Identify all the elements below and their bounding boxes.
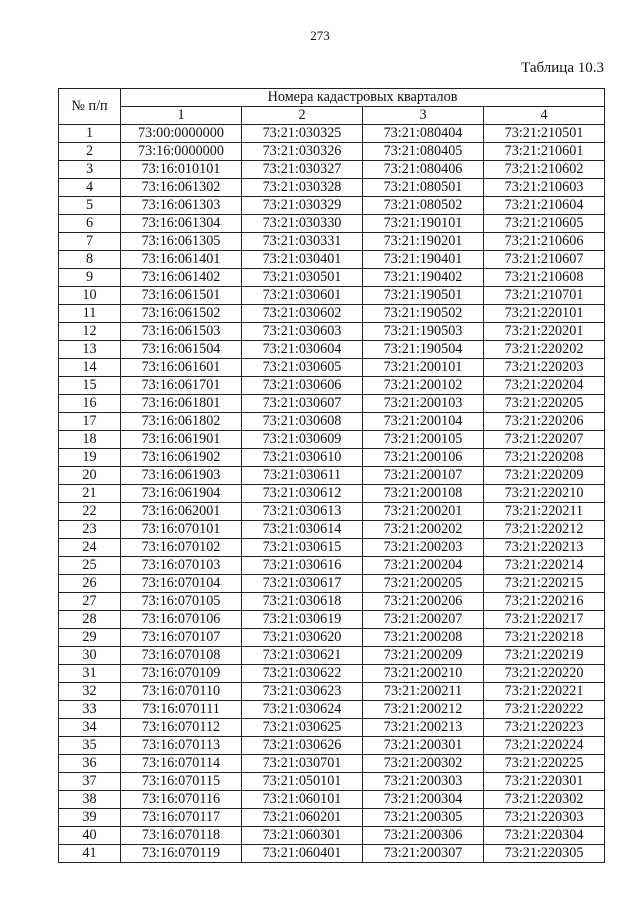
cadastral-number-cell: 73:21:220224: [484, 737, 605, 755]
cadastral-number-cell: 73:21:210608: [484, 269, 605, 287]
cadastral-number-cell: 73:21:030621: [242, 647, 363, 665]
cadastral-number-cell: 73:21:220214: [484, 557, 605, 575]
table-row: [59, 611, 605, 629]
cadastral-number-cell: 73:21:200204: [363, 557, 484, 575]
cadastral-number-cell: 73:16:010101: [121, 161, 242, 179]
cadastral-number-cell: 73:21:220213: [484, 539, 605, 557]
column-number-header: 2: [242, 107, 363, 125]
cadastral-number-cell: 73:16:061303: [121, 197, 242, 215]
row-number-cell: 15: [59, 377, 121, 395]
cadastral-number-cell: 73:21:030603: [242, 323, 363, 341]
cadastral-number-cell: 73:16:070112: [121, 719, 242, 737]
cadastral-number-cell: 73:21:190503: [363, 323, 484, 341]
cadastral-number-cell: 73:21:190502: [363, 305, 484, 323]
cadastral-number-cell: 73:21:200103: [363, 395, 484, 413]
cadastral-number-cell: 73:21:030604: [242, 341, 363, 359]
table-row: [59, 629, 605, 647]
row-number-cell: 32: [59, 683, 121, 701]
cadastral-number-cell: 73:21:030619: [242, 611, 363, 629]
row-number-cell: 39: [59, 809, 121, 827]
cadastral-number-cell: 73:16:061402: [121, 269, 242, 287]
cadastral-number-cell: 73:21:210606: [484, 233, 605, 251]
table-row: [59, 179, 605, 197]
cadastral-number-cell: 73:21:220302: [484, 791, 605, 809]
row-number-cell: 9: [59, 269, 121, 287]
header-row-top: [59, 89, 605, 107]
table-row: [59, 575, 605, 593]
cadastral-number-cell: 73:21:220211: [484, 503, 605, 521]
table-row: [59, 377, 605, 395]
cadastral-quarters-table: [58, 88, 605, 863]
table-row: [59, 359, 605, 377]
table-row: [59, 539, 605, 557]
cadastral-number-cell: 73:21:220203: [484, 359, 605, 377]
header-row-column-numbers: [59, 107, 605, 125]
cadastral-number-cell: 73:21:220223: [484, 719, 605, 737]
table-row: [59, 287, 605, 305]
table-row: [59, 449, 605, 467]
row-number-cell: 20: [59, 467, 121, 485]
row-number-cell: 41: [59, 845, 121, 863]
cadastral-number-cell: 73:21:190402: [363, 269, 484, 287]
row-number-cell: 27: [59, 593, 121, 611]
cadastral-number-cell: 73:21:200211: [363, 683, 484, 701]
cadastral-number-cell: 73:21:190504: [363, 341, 484, 359]
table-body: [59, 125, 605, 863]
row-number-cell: 37: [59, 773, 121, 791]
cadastral-number-cell: 73:21:200307: [363, 845, 484, 863]
cadastral-number-cell: 73:21:030618: [242, 593, 363, 611]
cadastral-number-cell: 73:21:060201: [242, 809, 363, 827]
cadastral-number-cell: 73:21:030607: [242, 395, 363, 413]
cadastral-number-cell: 73:21:200302: [363, 755, 484, 773]
cadastral-number-cell: 73:16:061501: [121, 287, 242, 305]
table-row: [59, 251, 605, 269]
row-number-cell: 31: [59, 665, 121, 683]
cadastral-number-cell: 73:16:070111: [121, 701, 242, 719]
row-number-header: № п/п: [59, 89, 121, 125]
table-row: [59, 215, 605, 233]
cadastral-number-cell: 73:16:061502: [121, 305, 242, 323]
cadastral-number-cell: 73:21:220215: [484, 575, 605, 593]
cadastral-number-cell: 73:21:220221: [484, 683, 605, 701]
table-caption: Таблица 10.3: [521, 60, 604, 76]
row-number-cell: 7: [59, 233, 121, 251]
cadastral-number-cell: 73:21:220225: [484, 755, 605, 773]
cadastral-number-cell: 73:21:200209: [363, 647, 484, 665]
cadastral-number-cell: 73:21:190201: [363, 233, 484, 251]
cadastral-number-cell: 73:16:061601: [121, 359, 242, 377]
cadastral-number-cell: 73:16:061801: [121, 395, 242, 413]
cadastral-number-cell: 73:21:030606: [242, 377, 363, 395]
cadastral-number-cell: 73:16:070106: [121, 611, 242, 629]
table-row: [59, 665, 605, 683]
cadastral-number-cell: 73:21:200203: [363, 539, 484, 557]
row-number-cell: 17: [59, 413, 121, 431]
cadastral-number-cell: 73:16:070107: [121, 629, 242, 647]
cadastral-number-cell: 73:21:200306: [363, 827, 484, 845]
row-number-cell: 33: [59, 701, 121, 719]
cadastral-number-cell: 73:16:070105: [121, 593, 242, 611]
table-row: [59, 233, 605, 251]
cadastral-number-cell: 73:16:061401: [121, 251, 242, 269]
cadastral-number-cell: 73:16:061302: [121, 179, 242, 197]
cadastral-number-cell: 73:16:061304: [121, 215, 242, 233]
cadastral-number-cell: 73:21:060101: [242, 791, 363, 809]
table-row: [59, 197, 605, 215]
cadastral-number-cell: 73:16:070116: [121, 791, 242, 809]
cadastral-number-cell: 73:16:070102: [121, 539, 242, 557]
cadastral-number-cell: 73:21:220304: [484, 827, 605, 845]
cadastral-number-cell: 73:21:200207: [363, 611, 484, 629]
row-number-cell: 24: [59, 539, 121, 557]
column-number-header: 3: [363, 107, 484, 125]
cadastral-number-cell: 73:21:220220: [484, 665, 605, 683]
table-row: [59, 395, 605, 413]
cadastral-number-cell: 73:21:200105: [363, 431, 484, 449]
cadastral-number-cell: 73:21:030331: [242, 233, 363, 251]
cadastral-number-cell: 73:21:190101: [363, 215, 484, 233]
cadastral-number-cell: 73:21:030620: [242, 629, 363, 647]
row-number-cell: 12: [59, 323, 121, 341]
row-number-cell: 1: [59, 125, 121, 143]
cadastral-number-cell: 73:16:061504: [121, 341, 242, 359]
cadastral-number-cell: 73:21:030501: [242, 269, 363, 287]
cadastral-number-cell: 73:21:200201: [363, 503, 484, 521]
cadastral-number-cell: 73:16:070119: [121, 845, 242, 863]
cadastral-number-cell: 73:21:210701: [484, 287, 605, 305]
table-row: [59, 503, 605, 521]
row-number-cell: 40: [59, 827, 121, 845]
cadastral-number-cell: 73:16:062001: [121, 503, 242, 521]
table-row: [59, 755, 605, 773]
cadastral-number-cell: 73:16:061904: [121, 485, 242, 503]
row-number-cell: 18: [59, 431, 121, 449]
cadastral-number-cell: 73:21:200202: [363, 521, 484, 539]
cadastral-number-cell: 73:21:200205: [363, 575, 484, 593]
cadastral-number-cell: 73:21:210605: [484, 215, 605, 233]
row-number-cell: 16: [59, 395, 121, 413]
table-row: [59, 269, 605, 287]
table-row: [59, 341, 605, 359]
cadastral-number-cell: 73:16:061902: [121, 449, 242, 467]
row-number-cell: 22: [59, 503, 121, 521]
cadastral-number-cell: 73:16:061305: [121, 233, 242, 251]
cadastral-number-cell: 73:21:030329: [242, 197, 363, 215]
cadastral-number-cell: 73:16:061701: [121, 377, 242, 395]
cadastral-number-cell: 73:16:061503: [121, 323, 242, 341]
table-row: [59, 809, 605, 827]
table-row: [59, 161, 605, 179]
table-row: [59, 647, 605, 665]
cadastral-number-cell: 73:21:190501: [363, 287, 484, 305]
cadastral-number-cell: 73:21:030701: [242, 755, 363, 773]
cadastral-number-cell: 73:21:200104: [363, 413, 484, 431]
cadastral-number-cell: 73:16:070117: [121, 809, 242, 827]
cadastral-number-cell: 73:21:210601: [484, 143, 605, 161]
cadastral-number-cell: 73:16:061901: [121, 431, 242, 449]
cadastral-number-cell: 73:21:030610: [242, 449, 363, 467]
row-number-cell: 3: [59, 161, 121, 179]
row-number-cell: 10: [59, 287, 121, 305]
cadastral-number-cell: 73:21:200206: [363, 593, 484, 611]
cadastral-number-cell: 73:16:070113: [121, 737, 242, 755]
cadastral-number-cell: 73:16:070103: [121, 557, 242, 575]
cadastral-number-cell: 73:21:190401: [363, 251, 484, 269]
row-number-cell: 36: [59, 755, 121, 773]
cadastral-number-cell: 73:21:210603: [484, 179, 605, 197]
cadastral-number-cell: 73:21:030625: [242, 719, 363, 737]
cadastral-number-cell: 73:21:030622: [242, 665, 363, 683]
cadastral-number-cell: 73:21:030326: [242, 143, 363, 161]
table-row: [59, 125, 605, 143]
table-row: [59, 593, 605, 611]
row-number-cell: 13: [59, 341, 121, 359]
cadastral-number-cell: 73:21:030327: [242, 161, 363, 179]
cadastral-number-cell: 73:21:200108: [363, 485, 484, 503]
table-row: [59, 719, 605, 737]
cadastral-number-cell: 73:21:050101: [242, 773, 363, 791]
row-number-cell: 25: [59, 557, 121, 575]
cadastral-number-cell: 73:21:030605: [242, 359, 363, 377]
cadastral-number-cell: 73:21:200208: [363, 629, 484, 647]
cadastral-number-cell: 73:21:030609: [242, 431, 363, 449]
cadastral-number-cell: 73:21:030614: [242, 521, 363, 539]
cadastral-number-cell: 73:21:200101: [363, 359, 484, 377]
cadastral-number-cell: 73:21:030325: [242, 125, 363, 143]
cadastral-number-cell: 73:21:030601: [242, 287, 363, 305]
cadastral-number-cell: 73:21:220204: [484, 377, 605, 395]
table-row: [59, 737, 605, 755]
cadastral-number-cell: 73:21:220208: [484, 449, 605, 467]
cadastral-number-cell: 73:21:220218: [484, 629, 605, 647]
cadastral-number-cell: 73:21:030624: [242, 701, 363, 719]
cadastral-number-cell: 73:16:070101: [121, 521, 242, 539]
cadastral-number-cell: 73:21:030602: [242, 305, 363, 323]
row-number-cell: 21: [59, 485, 121, 503]
cadastral-number-cell: 73:21:220212: [484, 521, 605, 539]
row-number-cell: 34: [59, 719, 121, 737]
table-row: [59, 323, 605, 341]
table-row: [59, 467, 605, 485]
cadastral-number-cell: 73:16:070118: [121, 827, 242, 845]
cadastral-number-cell: 73:16:070109: [121, 665, 242, 683]
cadastral-number-cell: 73:21:030615: [242, 539, 363, 557]
cadastral-number-cell: 73:21:220101: [484, 305, 605, 323]
table-row: [59, 701, 605, 719]
cadastral-number-cell: 73:21:220205: [484, 395, 605, 413]
cadastral-number-cell: 73:16:070104: [121, 575, 242, 593]
cadastral-number-cell: 73:21:220301: [484, 773, 605, 791]
cadastral-number-cell: 73:21:220219: [484, 647, 605, 665]
row-number-cell: 26: [59, 575, 121, 593]
table-row: [59, 485, 605, 503]
cadastral-number-cell: 73:21:030611: [242, 467, 363, 485]
cadastral-number-cell: 73:21:200102: [363, 377, 484, 395]
cadastral-number-cell: 73:16:070115: [121, 773, 242, 791]
cadastral-number-cell: 73:16:070110: [121, 683, 242, 701]
row-number-cell: 11: [59, 305, 121, 323]
cadastral-number-cell: 73:21:200301: [363, 737, 484, 755]
row-number-cell: 30: [59, 647, 121, 665]
cadastral-number-cell: 73:21:210607: [484, 251, 605, 269]
cadastral-number-cell: 73:21:220202: [484, 341, 605, 359]
cadastral-number-cell: 73:16:070108: [121, 647, 242, 665]
cadastral-number-cell: 73:21:220222: [484, 701, 605, 719]
row-number-cell: 2: [59, 143, 121, 161]
cadastral-number-cell: 73:16:061802: [121, 413, 242, 431]
cadastral-number-cell: 73:21:200212: [363, 701, 484, 719]
table-row: [59, 431, 605, 449]
cadastral-number-cell: 73:16:061903: [121, 467, 242, 485]
table-row: [59, 521, 605, 539]
row-number-cell: 29: [59, 629, 121, 647]
cadastral-number-cell: 73:21:220206: [484, 413, 605, 431]
cadastral-number-cell: 73:21:030328: [242, 179, 363, 197]
table-row: [59, 143, 605, 161]
cadastral-number-cell: 73:21:220201: [484, 323, 605, 341]
table-header: [59, 89, 605, 125]
row-number-cell: 14: [59, 359, 121, 377]
cadastral-number-cell: 73:21:200106: [363, 449, 484, 467]
cadastral-number-cell: 73:21:200213: [363, 719, 484, 737]
row-number-cell: 8: [59, 251, 121, 269]
cadastral-number-cell: 73:21:030330: [242, 215, 363, 233]
cadastral-number-cell: 73:21:220210: [484, 485, 605, 503]
cadastral-number-cell: 73:21:030401: [242, 251, 363, 269]
cadastral-number-cell: 73:21:200305: [363, 809, 484, 827]
cadastral-number-cell: 73:16:0000000: [121, 143, 242, 161]
cadastral-number-cell: 73:21:080501: [363, 179, 484, 197]
row-number-cell: 5: [59, 197, 121, 215]
row-number-cell: 35: [59, 737, 121, 755]
cadastral-number-cell: 73:21:030617: [242, 575, 363, 593]
row-number-cell: 28: [59, 611, 121, 629]
cadastral-number-cell: 73:21:030616: [242, 557, 363, 575]
table-row: [59, 791, 605, 809]
cadastral-number-cell: 73:21:030612: [242, 485, 363, 503]
cadastral-number-cell: 73:21:200107: [363, 467, 484, 485]
cadastral-number-cell: 73:21:080406: [363, 161, 484, 179]
table-row: [59, 557, 605, 575]
table-row: [59, 827, 605, 845]
column-number-header: 1: [121, 107, 242, 125]
cadastral-number-cell: 73:21:060401: [242, 845, 363, 863]
cadastral-number-cell: 73:21:210501: [484, 125, 605, 143]
cadastral-number-cell: 73:21:220207: [484, 431, 605, 449]
table-row: [59, 845, 605, 863]
table-row: [59, 305, 605, 323]
cadastral-number-cell: 73:21:210604: [484, 197, 605, 215]
cadastral-number-cell: 73:21:030623: [242, 683, 363, 701]
cadastral-number-cell: 73:21:200210: [363, 665, 484, 683]
row-number-cell: 6: [59, 215, 121, 233]
cadastral-number-cell: 73:21:030608: [242, 413, 363, 431]
cadastral-number-cell: 73:00:0000000: [121, 125, 242, 143]
group-header: Номера кадастровых кварталов: [121, 89, 605, 107]
cadastral-number-cell: 73:21:080404: [363, 125, 484, 143]
cadastral-number-cell: 73:21:080502: [363, 197, 484, 215]
column-number-header: 4: [484, 107, 605, 125]
row-number-cell: 4: [59, 179, 121, 197]
row-number-cell: 23: [59, 521, 121, 539]
row-number-cell: 38: [59, 791, 121, 809]
cadastral-number-cell: 73:21:220217: [484, 611, 605, 629]
cadastral-number-cell: 73:21:060301: [242, 827, 363, 845]
cadastral-number-cell: 73:21:080405: [363, 143, 484, 161]
cadastral-number-cell: 73:21:220216: [484, 593, 605, 611]
table-row: [59, 413, 605, 431]
cadastral-number-cell: 73:21:220209: [484, 467, 605, 485]
cadastral-number-cell: 73:21:030626: [242, 737, 363, 755]
row-number-cell: 19: [59, 449, 121, 467]
cadastral-number-cell: 73:21:210602: [484, 161, 605, 179]
page-number: 273: [310, 28, 330, 43]
cadastral-number-cell: 73:21:220303: [484, 809, 605, 827]
table-row: [59, 773, 605, 791]
cadastral-number-cell: 73:16:070114: [121, 755, 242, 773]
cadastral-number-cell: 73:21:200304: [363, 791, 484, 809]
cadastral-number-cell: 73:21:030613: [242, 503, 363, 521]
cadastral-number-cell: 73:21:220305: [484, 845, 605, 863]
cadastral-number-cell: 73:21:200303: [363, 773, 484, 791]
table-row: [59, 683, 605, 701]
